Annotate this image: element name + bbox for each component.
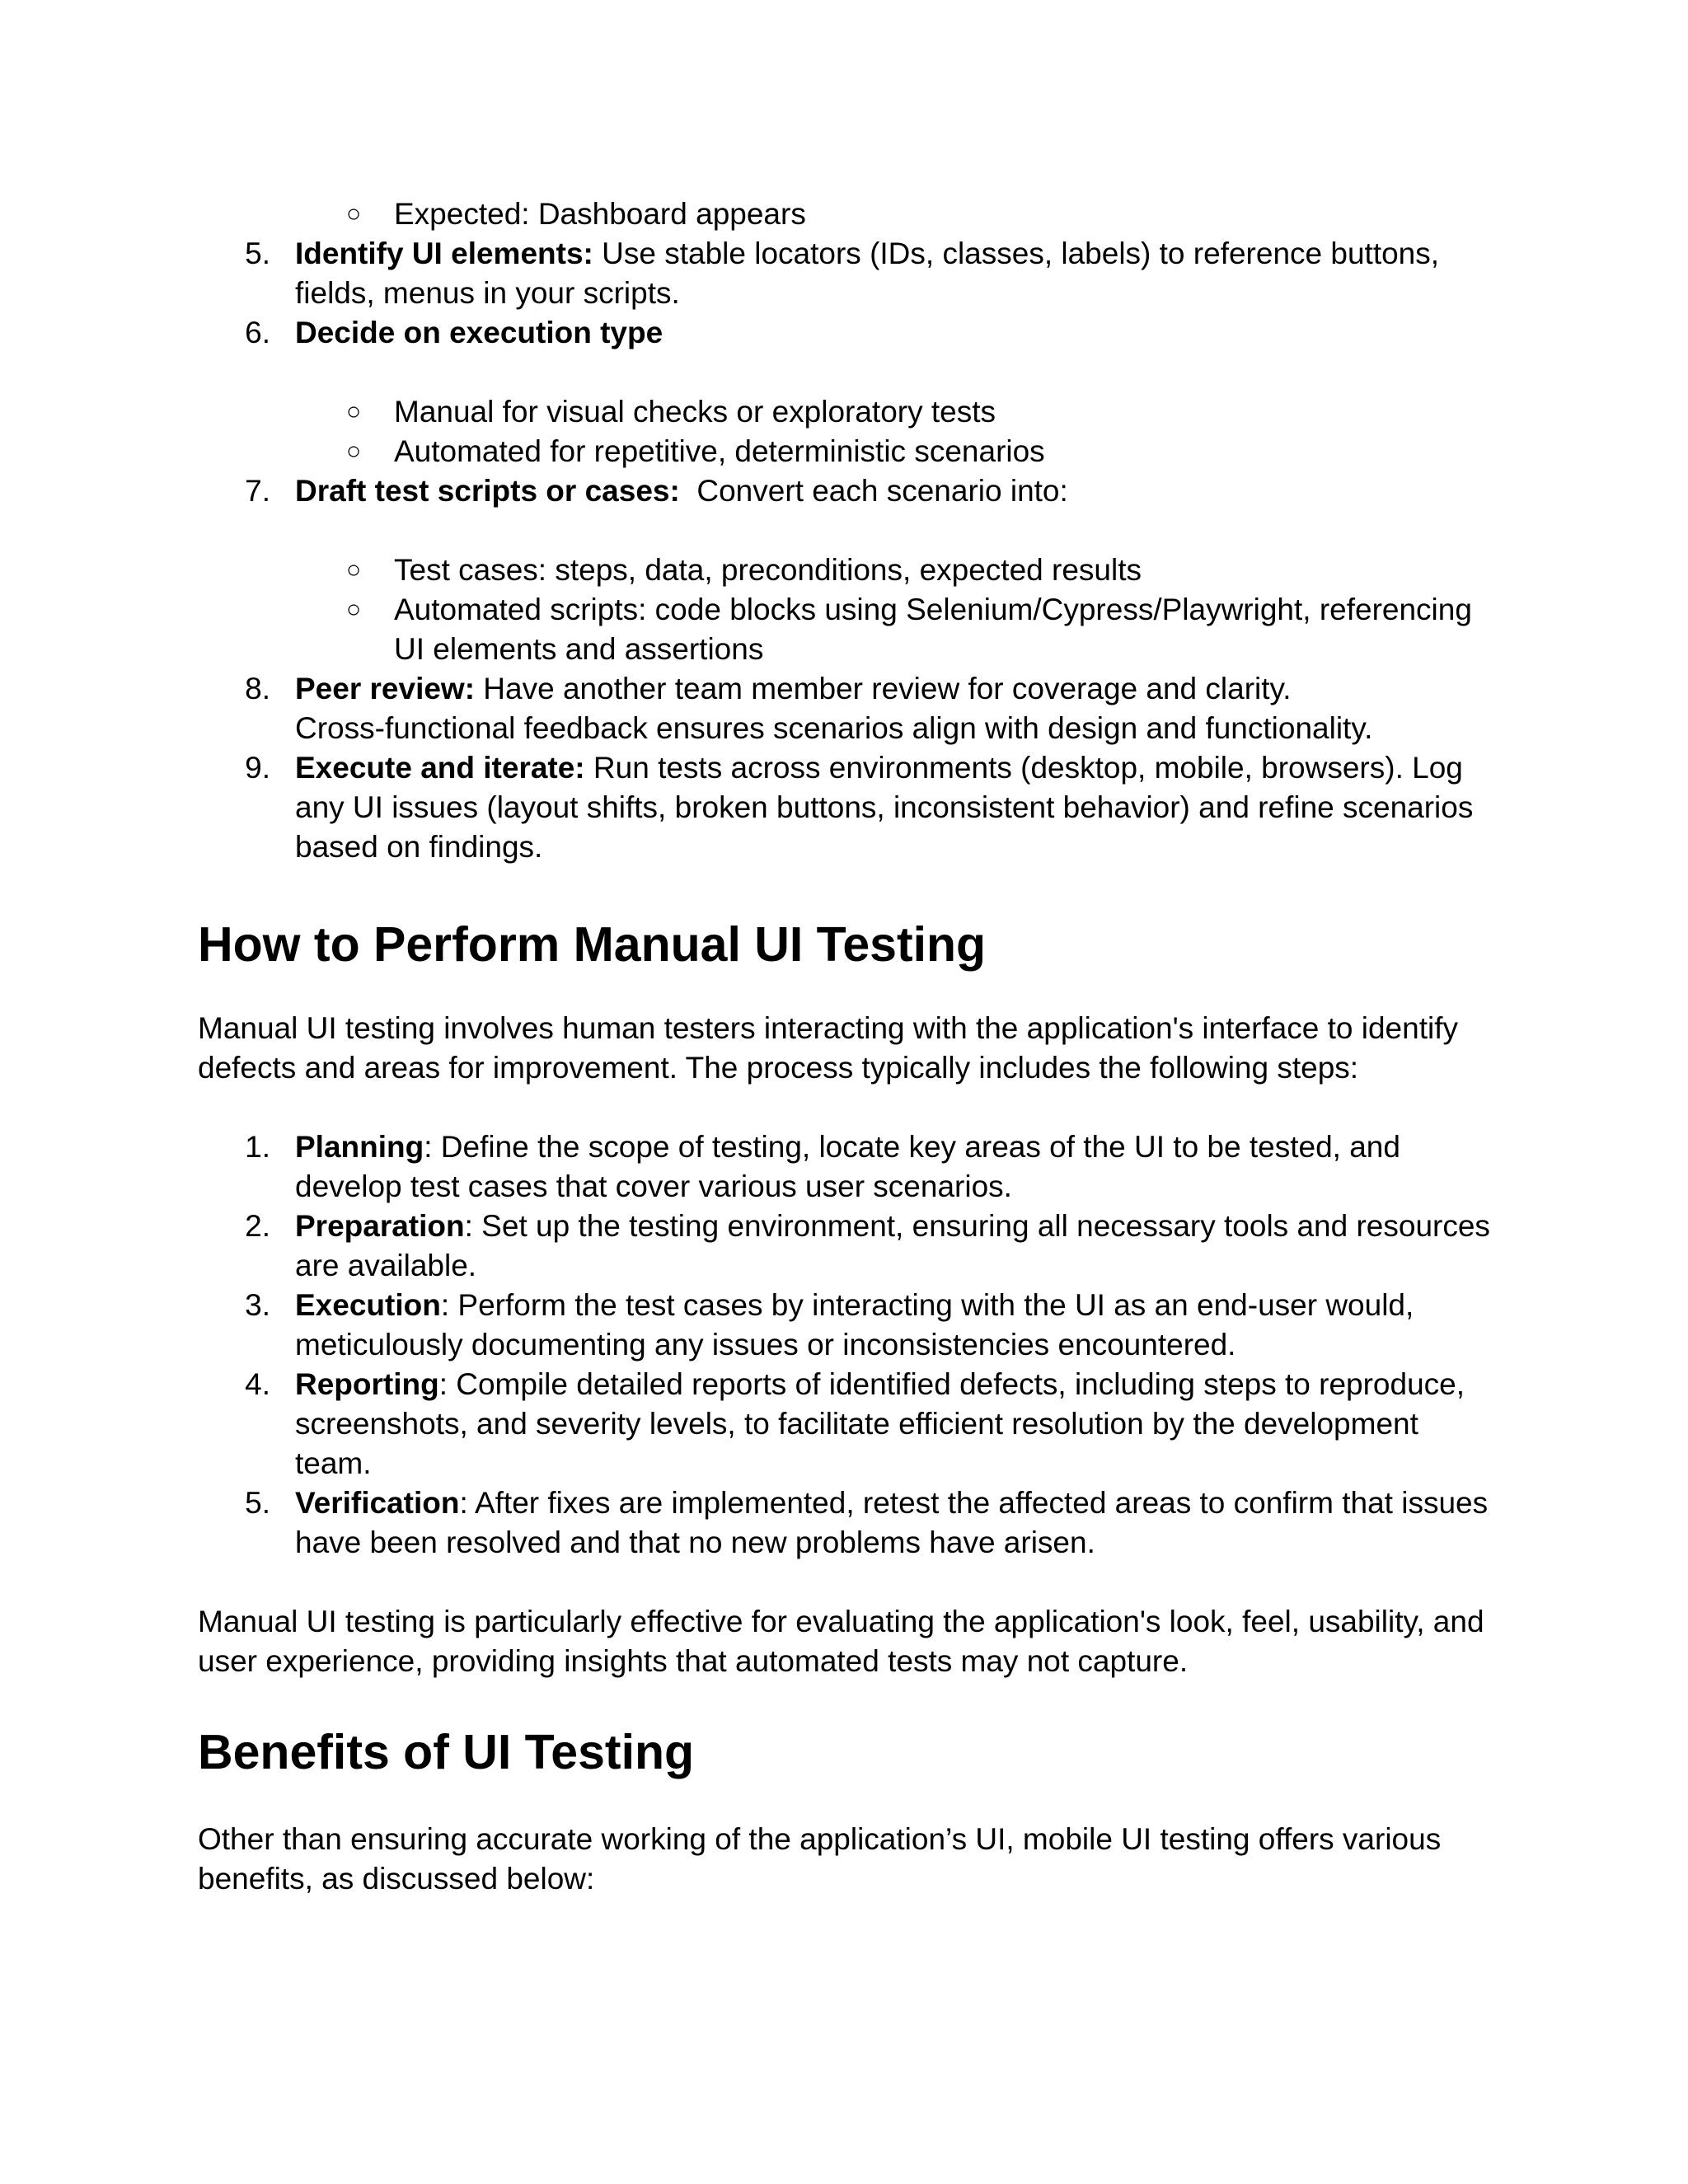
list-item-bold: Reporting [295, 1367, 439, 1401]
list-number: 7. [245, 474, 270, 508]
list-item-text: screenshots, and severity levels, to facilitate efficient resolution by the development [295, 1407, 1418, 1441]
list-item-text [295, 748, 1463, 788]
list-item-rest: : Perform the test cases by interacting with the UI as an end-user would, [440, 1288, 1414, 1322]
list-item-text [295, 1483, 1488, 1523]
list-number: 9. [245, 751, 270, 785]
list-number: 3. [245, 1288, 270, 1322]
list-item-bold: Execution [295, 1288, 441, 1322]
list-item-text [295, 234, 1439, 274]
list-item-text: Expected: Dashboard appears [394, 197, 806, 231]
list-number: 8. [245, 672, 270, 705]
list-item-text [295, 1127, 1400, 1167]
list-item-text: Test cases: steps, data, preconditions, expected results [394, 553, 1142, 587]
list-item-text: fields, menus in your scripts. [295, 276, 680, 310]
section-heading: Benefits of UI Testing [198, 1725, 695, 1779]
list-item-bold: Planning [295, 1130, 424, 1164]
list-item-text: based on findings. [295, 830, 543, 864]
list-item-text [295, 471, 1068, 511]
list-item-rest: Use stable locators (IDs, classes, labels) to reference buttons, [593, 237, 1440, 270]
list-item-text: UI elements and assertions [394, 632, 764, 666]
list-bullet-icon: ○ [346, 596, 362, 623]
list-item-rest: : Set up the testing environment, ensuring all necessary tools and resources [464, 1209, 1490, 1243]
list-bullet-icon: ○ [346, 438, 362, 465]
list-item-text: Automated for repetitive, deterministic scenarios [394, 434, 1045, 468]
list-number: 6. [245, 316, 270, 349]
list-item-text: Cross-functional feedback ensures scenarios align with design and functionality. [295, 711, 1373, 745]
list-item-text: have been resolved and that no new problems have arisen. [295, 1526, 1095, 1559]
list-item-text [295, 1365, 1465, 1404]
list-item-bold: Peer review: [295, 672, 476, 705]
list-item-bold: Preparation [295, 1209, 465, 1243]
list-item-text [295, 669, 1292, 709]
list-number: 5. [245, 1486, 270, 1520]
list-item-rest: Convert each scenario into: [679, 474, 1068, 508]
list-item-bold: Execute and iterate: [295, 751, 585, 785]
list-item-text: any UI issues (layout shifts, broken buttons, inconsistent behavior) and refine scenarios [295, 790, 1474, 824]
paragraph-line: Other than ensuring accurate working of the application’s UI, mobile UI testing offers various [198, 1822, 1442, 1856]
paragraph-line: Manual UI testing involves human testers interacting with the application's interface to identify [198, 1011, 1458, 1045]
list-number: 2. [245, 1209, 270, 1243]
list-number: 4. [245, 1367, 270, 1401]
list-item-rest: : After fixes are implemented, retest the affected areas to confirm that issues [459, 1486, 1489, 1520]
list-item-text: Manual for visual checks or exploratory tests [394, 395, 996, 429]
list-item-rest: Have another team member review for coverage and clarity. [475, 672, 1292, 705]
list-bullet-icon: ○ [346, 556, 362, 583]
list-item-text: are available. [295, 1249, 477, 1282]
list-item-rest: : Define the scope of testing, locate key areas of the UI to be tested, and [424, 1130, 1400, 1164]
list-number: 5. [245, 237, 270, 270]
list-item-bold: Draft test scripts or cases: [295, 474, 680, 508]
list-item-text: team. [295, 1446, 372, 1480]
list-item-rest: Run tests across environments (desktop, mobile, browsers). Log [584, 751, 1463, 785]
list-bullet-icon: ○ [346, 200, 362, 227]
list-item-text: meticulously documenting any issues or inconsistencies encountered. [295, 1328, 1236, 1361]
section-heading: How to Perform Manual UI Testing [198, 917, 987, 972]
list-item-text: develop test cases that cover various user scenarios. [295, 1169, 1012, 1203]
paragraph-line: benefits, as discussed below: [198, 1862, 595, 1896]
list-item-rest: : Compile detailed reports of identified defects, including steps to reproduce, [438, 1367, 1465, 1401]
list-item-bold: Verification [295, 1486, 460, 1520]
list-item-text [295, 1286, 1414, 1325]
paragraph-line: defects and areas for improvement. The process typically includes the following steps: [198, 1051, 1359, 1085]
list-number: 1. [245, 1130, 270, 1164]
paragraph-line: user experience, providing insights that automated tests may not capture. [198, 1644, 1189, 1678]
list-item-bold: Identify UI elements: [295, 237, 593, 270]
list-item-text: Automated scripts: code blocks using Selenium/Cypress/Playwright, referencing [394, 593, 1472, 626]
list-item-bold: Decide on execution type [295, 316, 663, 349]
paragraph-line: Manual UI testing is particularly effective for evaluating the application's look, feel, usability, and [198, 1605, 1484, 1638]
list-item-text [295, 1207, 1490, 1246]
list-bullet-icon: ○ [346, 398, 362, 425]
